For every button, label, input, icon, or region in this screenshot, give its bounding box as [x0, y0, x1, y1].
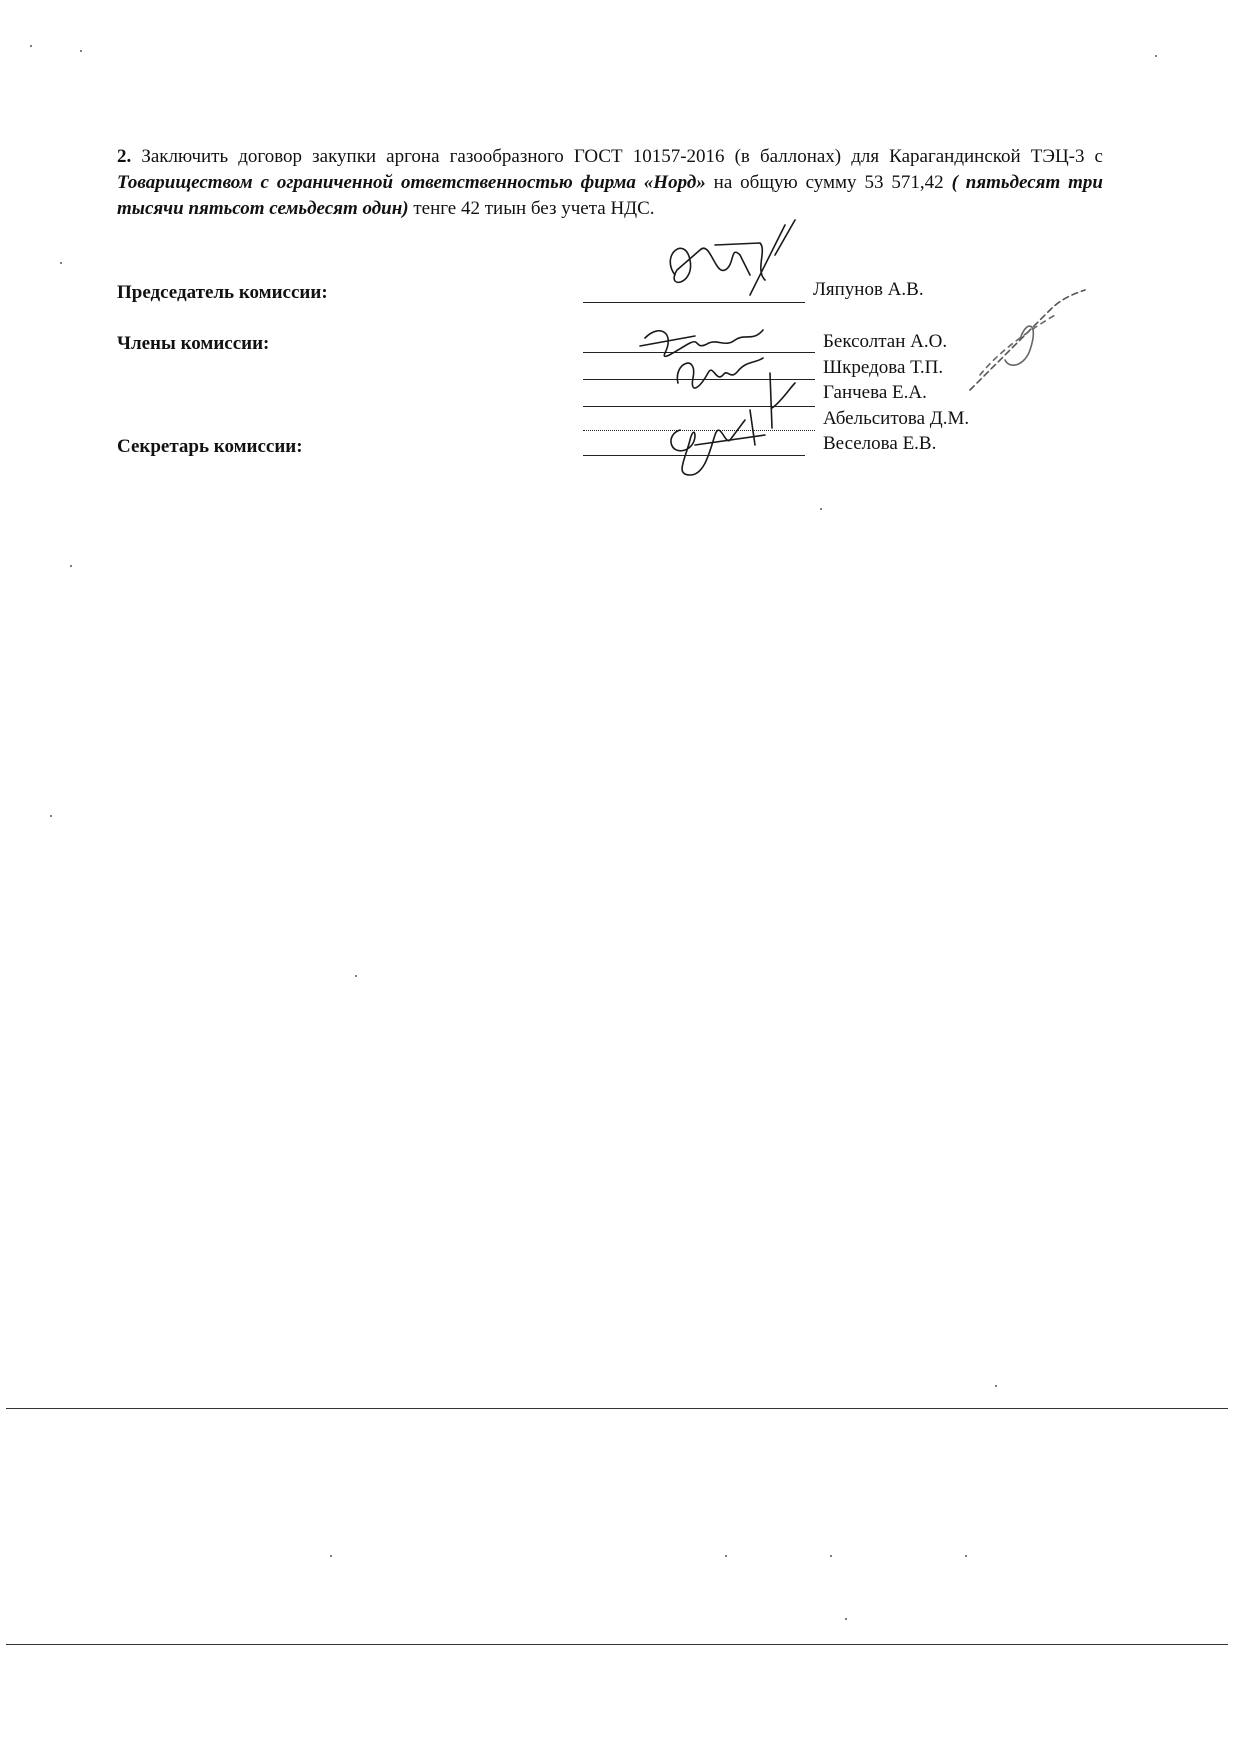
chairman-signature: [655, 215, 805, 305]
amount-in-words: ( пятьдесят три тысячи пятьсот семьдесят один): [117, 172, 1103, 219]
horizontal-rule: [6, 1644, 1228, 1645]
scan-speck: [995, 1385, 997, 1387]
paragraph-text-after: тенге 42 тиын без учета НДС.: [408, 198, 655, 219]
scan-speck: [70, 565, 72, 567]
chairman-name: Ляпунов А.В.: [813, 279, 924, 300]
scan-speck: [60, 262, 62, 264]
scan-speck: [830, 1555, 832, 1557]
scan-speck: [725, 1555, 727, 1557]
secretary-label: Секретарь комиссии:: [117, 436, 303, 457]
scan-speck: [330, 1555, 332, 1557]
paragraph-text-before: Заключить договор закупки аргона газообразного ГОСТ 10157-2016 (в баллонах) для Карагандинской ТЭЦ-3 с: [141, 146, 1103, 167]
scan-speck: [355, 975, 357, 977]
paragraph-text-middle: на общую сумму 53 571,42: [705, 172, 952, 193]
scan-speck: [845, 1618, 847, 1620]
scan-speck: [820, 508, 822, 510]
member-name: Шкредова Т.П.: [823, 357, 944, 378]
scan-speck: [30, 45, 32, 47]
member-signature: [960, 280, 1100, 400]
decision-paragraph: [117, 144, 1103, 222]
scan-speck: [1155, 55, 1157, 57]
supplier-name: Товариществом с ограниченной ответственностью фирма «Норд»: [117, 172, 706, 193]
scan-speck: [965, 1555, 967, 1557]
scan-speck: [50, 815, 52, 817]
member-name: Абельситова Д.М.: [823, 408, 970, 429]
secretary-name: Веселова Е.В.: [823, 433, 937, 454]
paragraph-number: 2.: [117, 146, 132, 167]
secretary-signature: [655, 400, 785, 480]
horizontal-rule: [6, 1408, 1228, 1409]
members-label: Члены комиссии:: [117, 333, 270, 354]
chairman-label: Председатель комиссии:: [117, 282, 328, 303]
scan-speck: [80, 50, 82, 52]
member-name: Бексолтан А.О.: [823, 331, 948, 352]
member-name: Ганчева Е.А.: [823, 382, 927, 403]
